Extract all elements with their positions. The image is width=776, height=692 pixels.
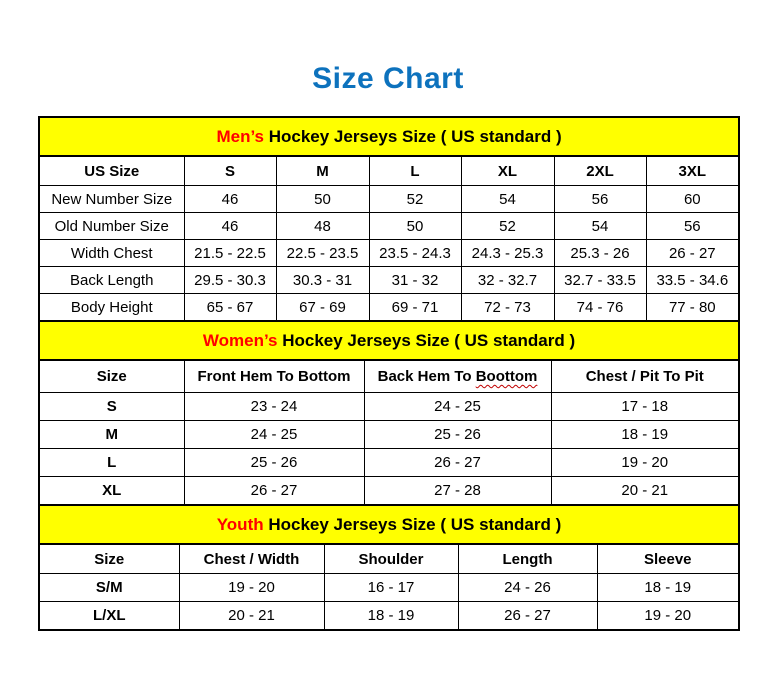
cell: 24 - 25 [364,393,551,421]
table-row [39,574,739,602]
mens-header-row [39,156,739,186]
table-row [39,477,739,506]
youth-section-title-rest: Hockey Jerseys Size ( US standard ) [263,514,562,534]
column-header [364,360,551,393]
cell: 48 [276,213,369,240]
row-label: Back Length [39,267,184,294]
cell: 17 - 18 [551,393,739,421]
column-header: S [184,156,276,186]
row-label: Width Chest [39,240,184,267]
cell: 31 - 32 [369,267,461,294]
column-header: 2XL [554,156,646,186]
table-row [39,421,739,449]
cell: 20 - 21 [179,602,324,631]
cell: 30.3 - 31 [276,267,369,294]
column-header: L [369,156,461,186]
cell: 46 [184,186,276,213]
youth-size-table [38,504,740,631]
womens-section-title-highlight: Women’s [202,330,278,350]
cell: 18 - 19 [597,574,739,602]
row-label: Body Height [39,294,184,322]
row-label: L [39,449,184,477]
table-row [39,602,739,631]
cell: 25.3 - 26 [554,240,646,267]
cell: 24 - 25 [184,421,364,449]
cell: 18 - 19 [551,421,739,449]
cell: 19 - 20 [179,574,324,602]
cell: 56 [554,186,646,213]
cell: 19 - 20 [597,602,739,631]
cell: 52 [369,186,461,213]
womens-section-title [39,321,739,360]
table-row [39,294,739,322]
table-row [39,186,739,213]
cell: 32 - 32.7 [461,267,554,294]
cell: 50 [369,213,461,240]
mens-section-title-rest: Hockey Jerseys Size ( US standard ) [264,126,562,146]
cell: 32.7 - 33.5 [554,267,646,294]
cell: 29.5 - 30.3 [184,267,276,294]
cell: 56 [646,213,739,240]
cell: 74 - 76 [554,294,646,322]
column-header-text: Back Hem To [377,368,476,385]
cell: 18 - 19 [324,602,458,631]
cell: 24 - 26 [458,574,597,602]
cell: 21.5 - 22.5 [184,240,276,267]
cell: 23 - 24 [184,393,364,421]
row-label: Old Number Size [39,213,184,240]
cell: 54 [554,213,646,240]
misspelled-word: Boottom [475,368,538,385]
column-header: Size [39,360,184,393]
cell: 27 - 28 [364,477,551,506]
size-chart-tables [38,116,738,631]
row-label: New Number Size [39,186,184,213]
column-header: Size [39,544,179,574]
youth-section-band [39,505,739,544]
row-label: XL [39,477,184,506]
cell: 69 - 71 [369,294,461,322]
cell: 67 - 69 [276,294,369,322]
cell: 50 [276,186,369,213]
column-header: Shoulder [324,544,458,574]
mens-section-title-highlight: Men’s [216,126,264,146]
cell: 24.3 - 25.3 [461,240,554,267]
cell: 26 - 27 [646,240,739,267]
row-label: S [39,393,184,421]
mens-section-band [39,117,739,156]
row-label: M [39,421,184,449]
cell: 26 - 27 [458,602,597,631]
cell: 16 - 17 [324,574,458,602]
cell: 26 - 27 [364,449,551,477]
column-header: Length [458,544,597,574]
cell: 26 - 27 [184,477,364,506]
cell: 52 [461,213,554,240]
row-label: S/M [39,574,179,602]
cell: 22.5 - 23.5 [276,240,369,267]
table-row [39,393,739,421]
column-header: Chest / Width [179,544,324,574]
cell: 54 [461,186,554,213]
mens-section-title [39,117,739,156]
womens-header-row [39,360,739,393]
cell: 77 - 80 [646,294,739,322]
column-header: XL [461,156,554,186]
cell: 23.5 - 24.3 [369,240,461,267]
column-header: M [276,156,369,186]
youth-header-row [39,544,739,574]
cell: 46 [184,213,276,240]
cell: 19 - 20 [551,449,739,477]
cell: 65 - 67 [184,294,276,322]
cell: 25 - 26 [364,421,551,449]
cell: 20 - 21 [551,477,739,506]
cell: 60 [646,186,739,213]
table-row [39,213,739,240]
row-label: L/XL [39,602,179,631]
mens-size-table [38,116,740,322]
womens-section-band [39,321,739,360]
column-header: Sleeve [597,544,739,574]
youth-section-title [39,505,739,544]
column-header: US Size [39,156,184,186]
cell: 33.5 - 34.6 [646,267,739,294]
womens-section-title-rest: Hockey Jerseys Size ( US standard ) [277,330,576,350]
youth-section-title-highlight: Youth [216,514,264,534]
cell: 25 - 26 [184,449,364,477]
table-row [39,449,739,477]
column-header: Chest / Pit To Pit [551,360,739,393]
table-row [39,267,739,294]
column-header: Front Hem To Bottom [184,360,364,393]
womens-size-table [38,320,740,506]
cell: 72 - 73 [461,294,554,322]
column-header: 3XL [646,156,739,186]
table-row [39,240,739,267]
page-title: Size Chart [312,62,464,95]
